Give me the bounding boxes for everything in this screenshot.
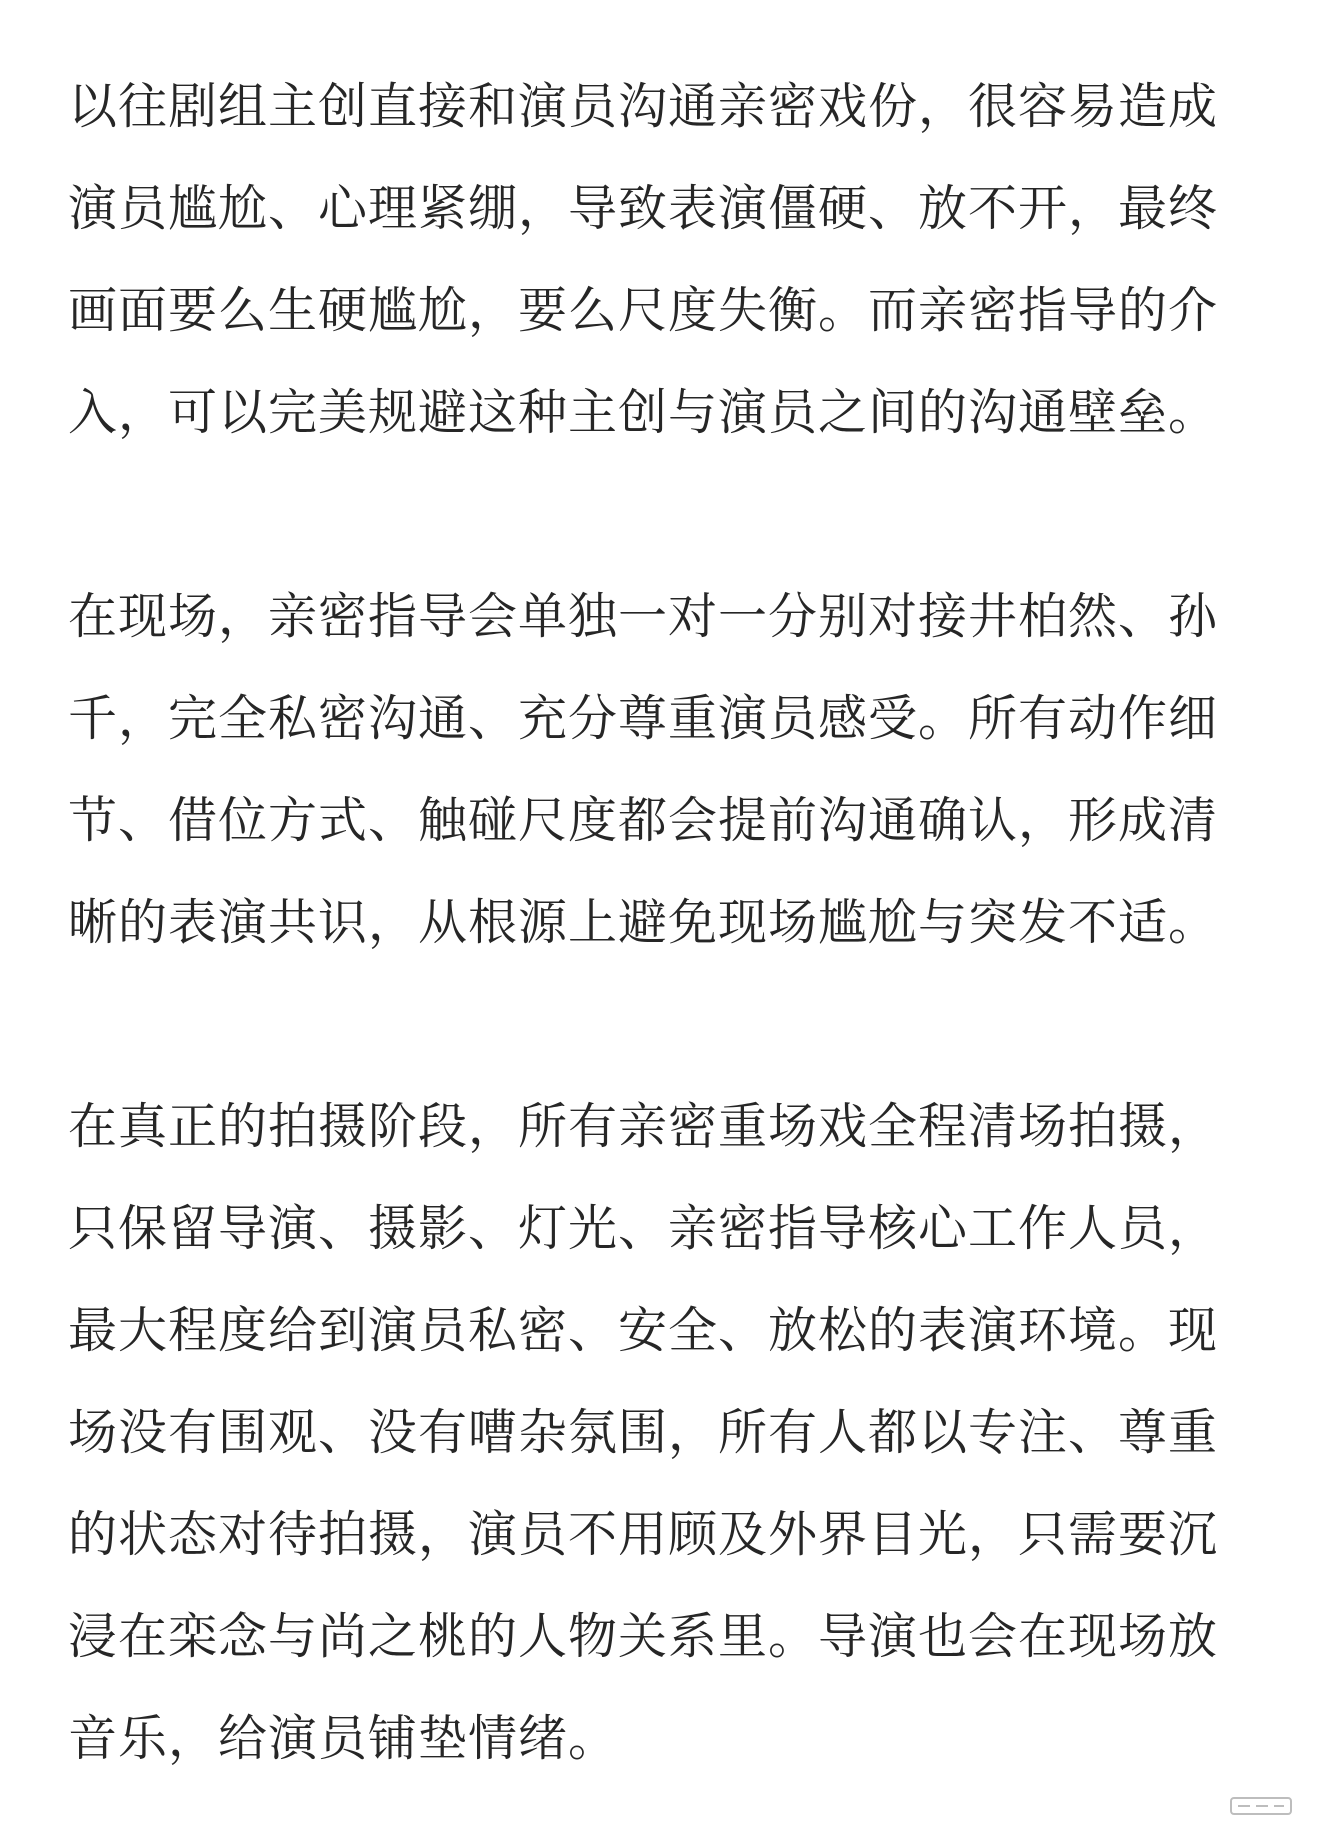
- paragraph-line: 在现场，亲密指导会单独一对一分别对接井柏然、孙: [68, 588, 1219, 645]
- paragraph-line: 画面要么生硬尴尬，要么尺度失衡。而亲密指导的介: [68, 282, 1219, 339]
- paragraph-line: 浸在栾念与尚之桃的人物关系里。导演也会在现场放: [68, 1608, 1219, 1665]
- paragraph-2: [68, 566, 1253, 974]
- paragraph-line: 节、借位方式、触碰尺度都会提前沟通确认，形成清: [68, 792, 1219, 849]
- paragraph-line: 在真正的拍摄阶段，所有亲密重场戏全程清场拍摄，: [68, 1098, 1219, 1155]
- paragraph-line: 入，可以完美规避这种主创与演员之间的沟通壁垒。: [68, 384, 1219, 441]
- article-body: [68, 56, 1253, 1790]
- paragraph-line: 最大程度给到演员私密、安全、放松的表演环境。现: [68, 1302, 1219, 1359]
- paragraph-1: [68, 56, 1253, 464]
- paragraph-line: 演员尴尬、心理紧绷，导致表演僵硬、放不开，最终: [68, 180, 1219, 237]
- paragraph-line: 音乐，给演员铺垫情绪。: [68, 1710, 619, 1767]
- paragraph-line: 千，完全私密沟通、充分尊重演员感受。所有动作细: [68, 690, 1219, 747]
- paragraph-line: 的状态对待拍摄，演员不用顾及外界目光，只需要沉: [68, 1506, 1219, 1563]
- paragraph-3: [68, 1076, 1253, 1790]
- paragraph-line: 只保留导演、摄影、灯光、亲密指导核心工作人员，: [68, 1200, 1219, 1257]
- paragraph-line: 场没有围观、没有嘈杂氛围，所有人都以专注、尊重: [68, 1404, 1219, 1461]
- paragraph-line: 以往剧组主创直接和演员沟通亲密戏份，很容易造成: [68, 78, 1219, 135]
- paragraph-line: 晰的表演共识，从根源上避免现场尴尬与突发不适。: [68, 894, 1219, 951]
- watermark-logo-icon: [1230, 1795, 1292, 1817]
